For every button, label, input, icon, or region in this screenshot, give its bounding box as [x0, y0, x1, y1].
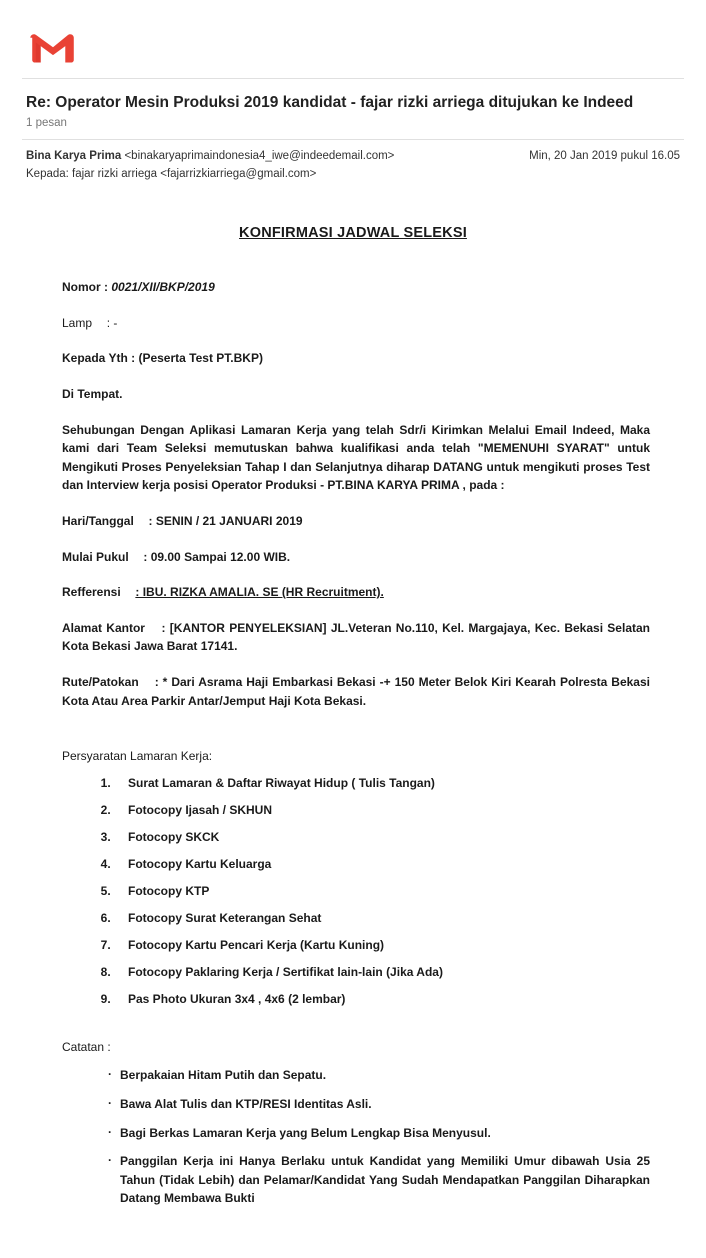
list-item: 4. Fotocopy Kartu Keluarga — [114, 855, 650, 873]
list-item: 9. Pas Photo Ukuran 3x4 , 4x6 (2 lembar) — [114, 990, 650, 1008]
di-tempat: Di Tempat. — [62, 387, 123, 402]
rute-value: : * Dari Asrama Haji Embarkasi Bekasi -+ 150 Meter Belok Kiri Kearah Polresta Bekasi Kota Atau Area Parkir Antar/Jemput Haji Kota Bekasi. — [62, 674, 650, 708]
alamat-value: : [KANTOR PENYELEKSIAN] JL.Veteran No.110, Kel. Margajaya, Kec. Bekasi Selatan Kota Bekasi Jawa Barat 17141. — [62, 620, 650, 654]
referensi-value: : IBU. RIZKA AMALIA. SE (HR Recruitment). — [135, 585, 384, 600]
nomor-value: 0021/XII/BKP/2019 — [111, 280, 215, 295]
alamat-label: Alamat Kantor — [62, 620, 145, 635]
sender-name: Bina Karya Prima — [26, 150, 122, 163]
list-item: 5. Fotocopy KTP — [114, 882, 650, 900]
paragraph-intro: Sehubungan Dengan Aplikasi Lamaran Kerja yang telah Sdr/i Kirimkan Melalui Email Indeed, Maka kami dari Team Seleksi memutuskan bahwa kualifikasi anda telah "MEMENUHI SYARAT" untuk Mengikuti Proses Penyeleksian Tahap I dan Selanjutnya diharap DATANG untuk mengikuti proses Test dan Interview kerja posisi Operator Produksi - PT.BINA KARYA PRIMA , pada : — [62, 422, 650, 493]
gmail-m-logo-icon — [30, 30, 684, 64]
notes-list — [62, 1066, 650, 1208]
lamp-label: Lamp — [62, 315, 93, 330]
list-item: · Bawa Alat Tulis dan KTP/RESI Identitas Asli. — [108, 1095, 650, 1114]
email-from — [26, 148, 394, 166]
list-item: 3. Fotocopy SKCK — [114, 828, 650, 846]
rute-label: Rute/Patokan — [62, 674, 139, 689]
list-item: 7. Fotocopy Kartu Pencari Kerja (Kartu Kuning) — [114, 936, 650, 954]
rute-line — [62, 673, 650, 710]
list-item: · Berpakaian Hitam Putih dan Sepatu. — [108, 1066, 650, 1085]
nomor-label: Nomor : — [62, 280, 108, 295]
list-item: 1. Surat Lamaran & Daftar Riwayat Hidup ( Tulis Tangan) — [114, 774, 650, 792]
mulai-pukul-value: : 09.00 Sampai 12.00 WIB. — [143, 549, 291, 564]
document-inner — [50, 278, 656, 1208]
list-item: · Panggilan Kerja ini Hanya Berlaku untuk Kandidat yang Memiliki Umur dibawah Usia 25 Tahun (Tidak Lebih) dan Pelamar/Kandidat Yang Sudah Mendapatkan Panggilan Diharapkan Datang Membawa Bukti — [108, 1152, 650, 1208]
referensi-label: Refferensi — [62, 585, 121, 600]
email-date: Min, 20 Jan 2019 pukul 16.05 — [529, 150, 680, 163]
list-item: 8. Fotocopy Paklaring Kerja / Sertifikat lain-lain (Jika Ada) — [114, 963, 650, 981]
message-count: 1 pesan — [26, 117, 67, 130]
list-item: 2. Fotocopy Ijasah / SKHUN — [114, 801, 650, 819]
mulai-pukul-label: Mulai Pukul — [62, 549, 129, 564]
mulai-pukul-line — [62, 548, 650, 567]
hari-tanggal-label: Hari/Tanggal — [62, 513, 134, 528]
referensi-line — [62, 583, 650, 602]
lamp-value: : - — [106, 315, 118, 330]
notes-heading: Catatan : — [62, 1039, 111, 1054]
gmail-logo-row — [22, 22, 684, 78]
nomor-line — [62, 278, 650, 297]
subject-block — [22, 79, 684, 139]
hari-tanggal-line — [62, 512, 650, 531]
document-title: KONFIRMASI JADWAL SELEKSI — [239, 224, 467, 241]
requirements-list — [62, 774, 650, 1008]
email-subject: Re: Operator Mesin Produksi 2019 kandidat - fajar rizki arriega ditujukan ke Indeed — [26, 94, 634, 111]
email-header — [22, 140, 684, 194]
hari-tanggal-value: : SENIN / 21 JANUARI 2019 — [148, 513, 303, 528]
email-body — [22, 194, 684, 1258]
requirements-heading: Persyaratan Lamaran Kerja: — [62, 749, 213, 764]
list-item: 6. Fotocopy Surat Keterangan Sehat — [114, 909, 650, 927]
lamp-line — [62, 314, 650, 333]
alamat-line — [62, 619, 650, 656]
list-item: · Bagi Berkas Lamaran Kerja yang Belum Lengkap Bisa Menyusul. — [108, 1124, 650, 1143]
sender-address: <binakaryaprimaindonesia4_iwe@indeedemail.com> — [124, 150, 395, 163]
email-header-left — [26, 148, 394, 184]
email-to: Kepada: fajar rizki arriega <fajarrizkiarriega@gmail.com> — [26, 167, 317, 180]
kepada-yth: Kepada Yth : (Peserta Test PT.BKP) — [62, 351, 263, 366]
